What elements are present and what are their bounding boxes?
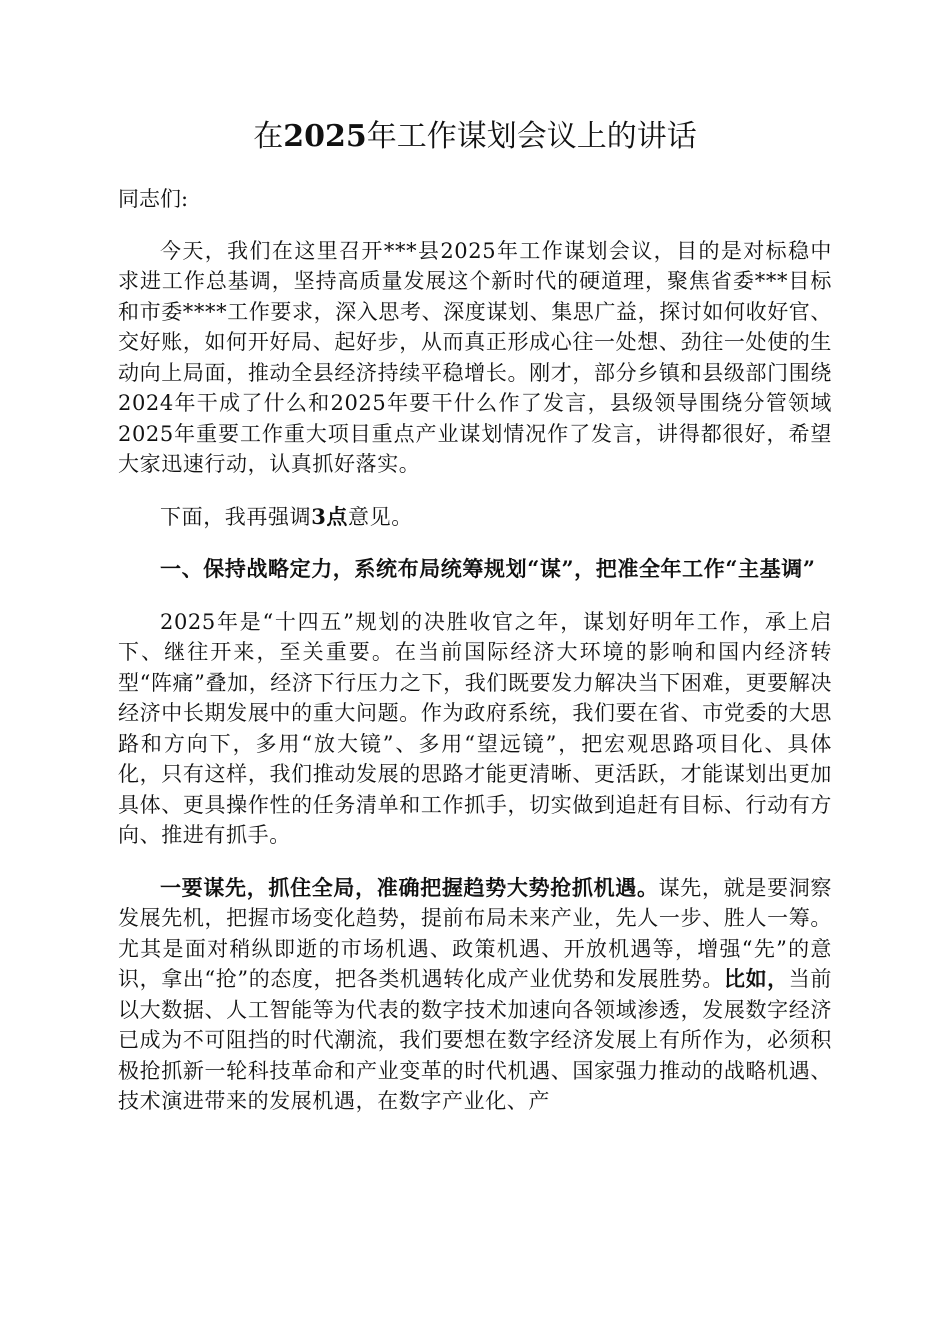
section-heading-1: 一、保持战略定力，系统布局统筹规划“谋”，把准全年工作“主基调” xyxy=(160,556,816,581)
paragraph-opening: 今天，我们在这里召开***县2025年工作谋划会议，目的是对标稳中求进工作总基调，坚持高质量发展这个新时代的硬道理，聚焦省委***目标和市委****工作要求，深入思考、深度谋划、集思广益，探讨如何收好官、交好账，如何开好局、起好步，从而真正形成心往一处想、劲往一处使的生动向上局面，推动全县经济持续平稳增长。刚才，部分乡镇和县级部门围绕2024年干成了什么和2025年要干什么作了发言，县级领导围绕分管领域2025年重要工作重大项目重点产业谋划情况作了发言，讲得都很好，希望大家迅速行动，认真抓好落实。 xyxy=(118,238,832,476)
title-suffix: 年工作谋划会议上的讲话 xyxy=(366,119,697,154)
subpoint-1-text: 谋先，就是要洞察发展先机，把握市场变化趋势，提前布局未来产业，先人一步、胜人一筹。尤其是面对稍纵即逝的市场机遇、政策机遇、开放机遇等，增强“先”的意识，拿出“抢”的态度，把各类机遇转化成产业优势和发展胜势。 xyxy=(118,875,832,991)
example-lead: 比如， xyxy=(723,966,789,991)
page-title xyxy=(118,112,832,162)
example-text: 当前以大数据、人工智能等为代表的数字技术加速向各领域渗透，发展数字经济已成为不可阻挡的时代潮流，我们要想在数字经济发展上有所作为，必须积极抢抓新一轮科技革命和产业变革的时代机遇、国家强力推动的战略机遇、技术演进带来的发展机遇，在数字产业化、产 xyxy=(118,967,832,1113)
points-intro-before: 下面，我再强调 xyxy=(160,504,312,529)
points-count: 3点 xyxy=(311,503,349,529)
paragraph-subpoint-1 xyxy=(118,873,832,1117)
document-body xyxy=(118,112,832,1117)
salutation: 同志们: xyxy=(118,187,189,211)
paragraph-points-intro xyxy=(118,502,832,533)
title-prefix: 在 xyxy=(253,119,284,154)
points-intro-after: 意见。 xyxy=(348,504,413,529)
subpoint-1-lead: 一要谋先，抓住全局，准确把握趋势大势抢抓机遇。 xyxy=(160,874,659,900)
paragraph-section-1: 2025年是“十四五”规划的决胜收官之年，谋划好明年工作，承上启下、继往开来，至关重要。在当前国际经济大环境的影响和国内经济转型“阵痛”叠加，经济下行压力之下，我们既要发力解决当下困难，更要解决经济中长期发展中的重大问题。作为政府系统，我们要在省、市党委的大思路和方向下，多用“放大镜”、多用“望远镜”，把宏观思路项目化、具体化，只有这样，我们推动发展的思路才能更清晰、更活跃，才能谋划出更加具体、更具操作性的任务清单和工作抓手，切实做到追赶有目标、行动有方向、推进有抓手。 xyxy=(118,609,832,847)
title-year: 2025 xyxy=(283,119,367,154)
